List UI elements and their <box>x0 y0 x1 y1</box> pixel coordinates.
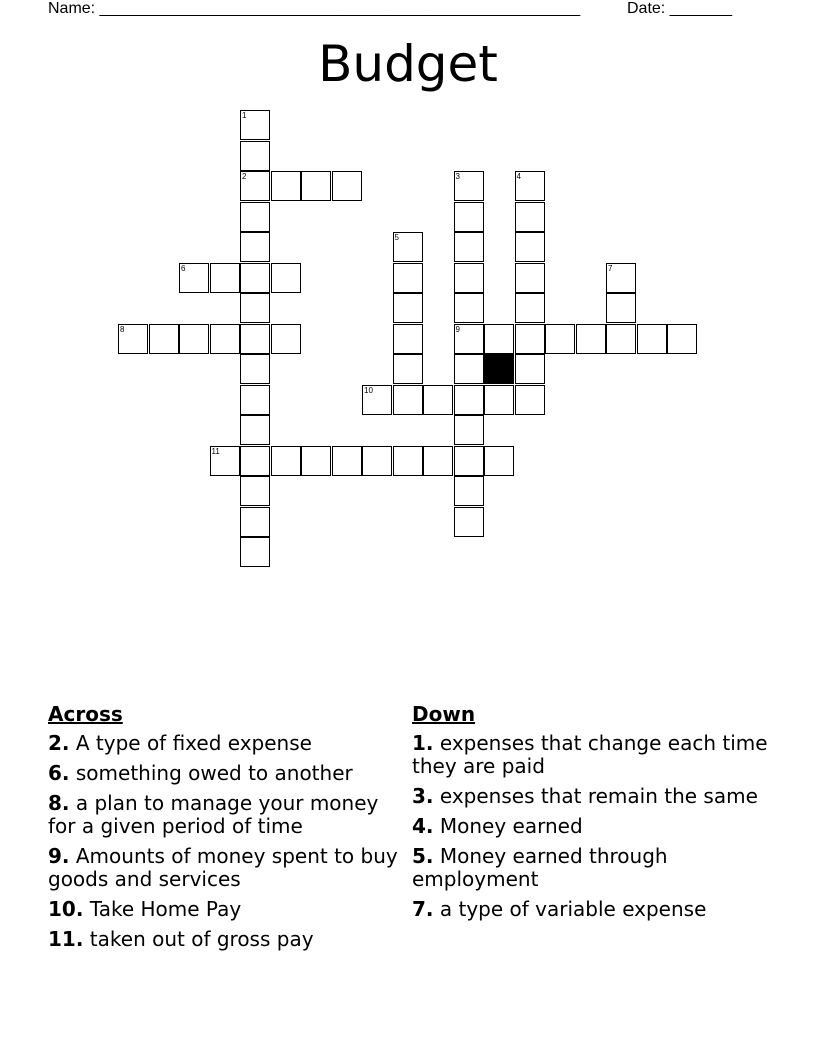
clue-text: Amounts of money spent to buy goods and services <box>48 844 398 891</box>
grid-cell[interactable] <box>362 385 392 415</box>
grid-cell[interactable] <box>240 324 270 354</box>
grid-cell[interactable] <box>271 263 301 293</box>
grid-cell[interactable] <box>484 446 514 476</box>
grid-cell[interactable] <box>423 385 453 415</box>
clue-text: a plan to manage your money for a given period of time <box>48 791 379 838</box>
grid-cell[interactable] <box>179 263 209 293</box>
clue-text: Money earned through employment <box>412 844 668 891</box>
across-clue <box>48 898 408 921</box>
clue-number: 8. <box>48 791 70 815</box>
grid-cell[interactable] <box>515 232 545 262</box>
clue-number: 2 <box>242 172 247 181</box>
grid-cell[interactable] <box>637 324 667 354</box>
grid-cell[interactable] <box>393 324 423 354</box>
clue-number: 5 <box>394 233 399 242</box>
grid-cell[interactable] <box>301 171 331 201</box>
grid-cell[interactable] <box>240 110 270 140</box>
across-clue-list <box>48 732 408 951</box>
grid-cell[interactable] <box>332 446 362 476</box>
clue-number: 10. <box>48 897 84 921</box>
clue-text: A type of fixed expense <box>69 731 312 755</box>
clue-text: Money earned <box>433 814 583 838</box>
grid-cell[interactable] <box>454 202 484 232</box>
grid-cell[interactable] <box>118 324 148 354</box>
grid-cell[interactable] <box>271 324 301 354</box>
clue-number: 1. <box>412 731 434 755</box>
grid-cell[interactable] <box>545 324 575 354</box>
grid-cell[interactable] <box>240 385 270 415</box>
clue-number: 4. <box>412 814 434 838</box>
grid-cell[interactable] <box>240 232 270 262</box>
down-clue <box>412 732 772 778</box>
grid-cell[interactable] <box>240 141 270 171</box>
black-cell <box>484 354 514 384</box>
clue-number: 8 <box>120 324 125 334</box>
clue-number: 7 <box>608 263 613 273</box>
grid-cell[interactable] <box>454 263 484 293</box>
down-clue <box>412 815 772 838</box>
clue-text: a type of variable expense <box>433 897 707 921</box>
grid-cell[interactable] <box>240 171 270 201</box>
grid-cell[interactable] <box>454 232 484 262</box>
clue-number: 3 <box>455 172 460 181</box>
clue-number: 9. <box>48 844 70 868</box>
grid-cell[interactable] <box>271 171 301 201</box>
clue-number: 11. <box>48 927 84 951</box>
clue-number: 9 <box>455 324 460 334</box>
clue-number: 1 <box>242 111 247 120</box>
grid-cell[interactable] <box>393 385 423 415</box>
page-title: Budget <box>318 35 498 93</box>
grid-cell[interactable] <box>454 171 484 201</box>
grid-cell[interactable] <box>393 232 423 262</box>
grid-cell[interactable] <box>240 476 270 506</box>
clue-text: something owed to another <box>69 761 353 785</box>
grid-cell[interactable] <box>240 415 270 445</box>
grid-cell[interactable] <box>454 385 484 415</box>
grid-cell[interactable] <box>484 385 514 415</box>
down-clue <box>412 898 772 921</box>
grid-cell[interactable] <box>454 446 484 476</box>
grid-cell[interactable] <box>454 354 484 384</box>
grid-cell[interactable] <box>240 507 270 537</box>
grid-cell[interactable] <box>393 293 423 323</box>
grid-cell[interactable] <box>393 354 423 384</box>
grid-cell[interactable] <box>271 446 301 476</box>
down-clue-list <box>412 732 772 921</box>
clue-text: Take Home Pay <box>83 897 242 921</box>
across-clue <box>48 792 408 838</box>
clue-number: 3. <box>412 784 434 808</box>
grid-cell[interactable] <box>667 324 697 354</box>
across-clue <box>48 928 408 951</box>
grid-cell[interactable] <box>576 324 606 354</box>
date-field[interactable]: Date: _______ <box>627 0 732 17</box>
grid-cell[interactable] <box>210 324 240 354</box>
clue-number: 10 <box>364 385 373 395</box>
clue-number: 6. <box>48 761 70 785</box>
grid-cell[interactable] <box>515 171 545 201</box>
grid-cell[interactable] <box>484 324 514 354</box>
grid-cell[interactable] <box>393 263 423 293</box>
grid-cell[interactable] <box>515 324 545 354</box>
down-clue <box>412 845 772 891</box>
grid-cell[interactable] <box>454 476 484 506</box>
grid-cell[interactable] <box>149 324 179 354</box>
down-clue <box>412 785 772 808</box>
grid-cell[interactable] <box>240 354 270 384</box>
grid-cell[interactable] <box>332 171 362 201</box>
grid-cell[interactable] <box>606 263 636 293</box>
clue-text: taken out of gross pay <box>83 927 314 951</box>
grid-cell[interactable] <box>454 415 484 445</box>
clue-number: 7. <box>412 897 434 921</box>
grid-cell[interactable] <box>423 446 453 476</box>
down-heading: Down <box>412 702 476 726</box>
grid-cell[interactable] <box>240 263 270 293</box>
grid-cell[interactable] <box>606 324 636 354</box>
name-field[interactable]: Name: ______________________________________________________ <box>48 0 581 17</box>
grid-cell[interactable] <box>240 202 270 232</box>
grid-cell[interactable] <box>393 446 423 476</box>
grid-cell[interactable] <box>606 293 636 323</box>
across-clues <box>48 703 408 958</box>
across-clue <box>48 732 408 755</box>
clue-number: 2. <box>48 731 70 755</box>
grid-cell[interactable] <box>515 293 545 323</box>
grid-cell[interactable] <box>454 293 484 323</box>
grid-cell[interactable] <box>454 507 484 537</box>
grid-cell[interactable] <box>240 293 270 323</box>
grid-cell[interactable] <box>240 446 270 476</box>
down-clues <box>412 703 772 928</box>
grid-cell[interactable] <box>179 324 209 354</box>
grid-cell[interactable] <box>515 202 545 232</box>
across-clue <box>48 762 408 785</box>
grid-cell[interactable] <box>515 263 545 293</box>
clue-number: 4 <box>516 172 521 181</box>
grid-cell[interactable] <box>210 446 240 476</box>
grid-cell[interactable] <box>515 385 545 415</box>
across-heading: Across <box>48 702 123 726</box>
grid-cell[interactable] <box>362 446 392 476</box>
clue-number: 5. <box>412 844 434 868</box>
across-clue <box>48 845 408 891</box>
clue-text: expenses that change each time they are paid <box>412 731 768 778</box>
grid-cell[interactable] <box>240 537 270 567</box>
clue-text: expenses that remain the same <box>433 784 758 808</box>
grid-cell[interactable] <box>454 324 484 354</box>
grid-cell[interactable] <box>301 446 331 476</box>
clue-number: 6 <box>181 263 186 273</box>
grid-cell[interactable] <box>210 263 240 293</box>
grid-cell[interactable] <box>515 354 545 384</box>
clue-number: 11 <box>211 446 220 456</box>
